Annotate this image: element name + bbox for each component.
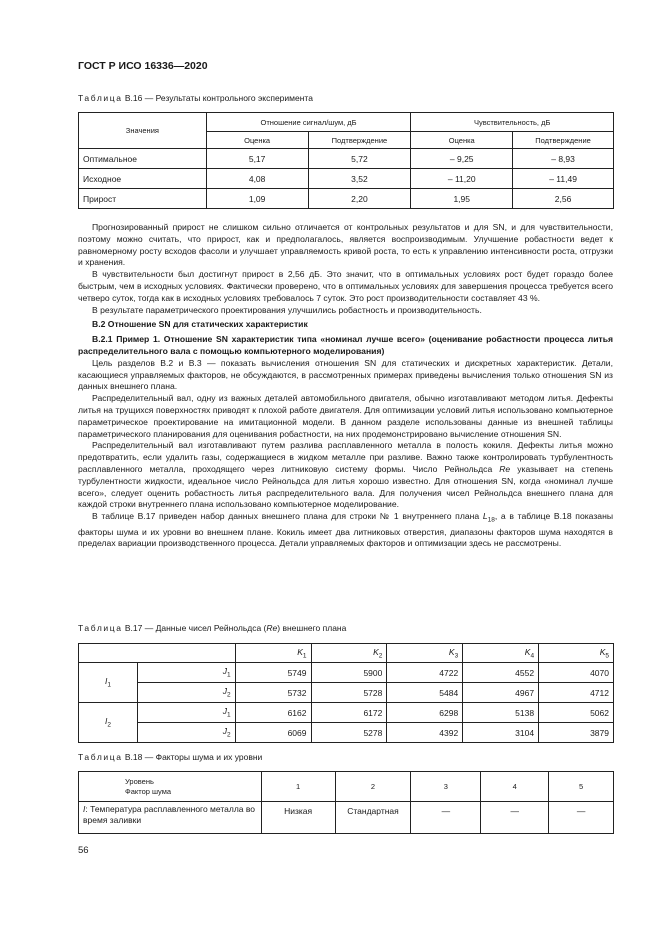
noise-factor-label: I: Температура расплавленного металла во время заливки: [79, 802, 262, 834]
cell: —: [411, 802, 481, 834]
cell: 3104: [463, 723, 539, 743]
cell: – 8,93: [513, 149, 614, 169]
corner-cell: [79, 644, 236, 663]
row-label-j1: $J_1$: [137, 663, 235, 683]
reynolds-symbol: Re: [266, 623, 278, 633]
col-header-k4: $K_4$: [463, 644, 539, 663]
table-b17-caption: [78, 623, 346, 633]
table-b16-caption: [78, 93, 313, 103]
cell: 3879: [539, 723, 614, 743]
section-heading-b2: В.2 Отношение SN для статических характеристик: [92, 319, 308, 330]
confirmation-header: Подтверждение: [308, 132, 411, 149]
sensitivity-header: Чувствительность, дБ: [411, 113, 614, 132]
text-span: В таблице В.17 приведен набор данных внешнего плана для строки № 1 внутреннего плана: [92, 511, 483, 522]
plan-subscript: 18: [487, 516, 495, 524]
estimate-header: Оценка: [206, 132, 308, 149]
table-row: [79, 149, 614, 169]
table-b16: [78, 112, 614, 209]
reynolds-symbol: Re: [499, 463, 511, 474]
cell: 6069: [235, 723, 311, 743]
cell: 2,20: [308, 189, 411, 209]
caption-text: В.17 — Данные чисел Рейнольдса (: [122, 623, 267, 633]
cell: 5484: [387, 683, 463, 703]
row-label: Исходное: [79, 169, 207, 189]
plan-symbol: L: [482, 511, 488, 522]
cell: 5,17: [206, 149, 308, 169]
row-label-j2: $J_2$: [137, 683, 235, 703]
row-label: Оптимальное: [79, 149, 207, 169]
cell: —: [481, 802, 549, 834]
text-span: Распределительный вал изготавливают путем разлива расплавленного металла в полость кокиля. Дефекты литья можно предотвратить, если удалить газы, содержащиеся в жидком металле при разливе. Важно также контролировать турбулентность расплавленного металла, проходящего через литниковую систему формы. Число Рейнольдса: [78, 440, 613, 474]
col-header-k2: $K_2$: [311, 644, 387, 663]
cell: 4392: [387, 723, 463, 743]
caption-text: В.18 — Факторы шума и их уровни: [122, 752, 263, 762]
cell: 4552: [463, 663, 539, 683]
table-row: [79, 663, 614, 683]
level-4-header: 4: [481, 772, 549, 802]
cell: —: [549, 802, 614, 834]
factor-header: Фактор шума: [125, 786, 172, 796]
paragraph: Прогнозированный прирост не слишком сильно отличается от контрольных результатов и для SN, и для чувствительности, поэтому можно считать, что прирост, как и предполагалось, является воспроизводимым. Улучшение робастности ведет к равномерному росту всходов фасоли и улучшает управляемость кривой роста, то есть к управлению интенсивности роста, отгрузки и хранения.: [78, 222, 613, 268]
cell: 5062: [539, 703, 614, 723]
confirmation-header: Подтверждение: [513, 132, 614, 149]
paragraph: В чувствительности был достигнут прирост в 2,56 дБ. Это значит, что в оптимальных условиях рост будет гораздо более быстрым, чем в исходных условиях. Фактически проверено, что в оптимальных условиях для завершения процесса требуется всего четверо суток, тогда как в исходных условиях требовалось 7 суток. Это рост производительности составляет 43 %.: [78, 269, 613, 303]
col-header-k5: $K_5$: [539, 644, 614, 663]
cell: Стандартная: [335, 802, 411, 834]
cell: 4712: [539, 683, 614, 703]
values-header: Значения: [79, 113, 207, 149]
cell: 6172: [311, 703, 387, 723]
paragraph: [78, 511, 613, 550]
text-span: , а в таблице В.18 показаны факторы шума и их уровни во внешнем плане. Кокиль имеет два литниковых отверстия, диапазоны факторов шума находятся в пределах вариации производственного процесса. Детали управляемых факторов и оптимизации здесь не рассмотрены.: [78, 511, 613, 549]
cell: 4,08: [206, 169, 308, 189]
sn-ratio-header: Отношение сигнал/шум, дБ: [206, 113, 411, 132]
cell: – 11,49: [513, 169, 614, 189]
row-group-i1: $I_1$: [79, 663, 138, 703]
cell: 5900: [311, 663, 387, 683]
row-label: Прирост: [79, 189, 207, 209]
cell: Низкая: [261, 802, 335, 834]
caption-text: В.16 — Результаты контрольного эксперимента: [122, 93, 313, 103]
cell: 4967: [463, 683, 539, 703]
level-1-header: 1: [261, 772, 335, 802]
cell: 2,56: [513, 189, 614, 209]
table-row: [79, 703, 614, 723]
row-group-i2: $I_2$: [79, 703, 138, 743]
cell: 5,72: [308, 149, 411, 169]
page-number: 56: [78, 845, 89, 856]
caption-word: Таблица: [78, 93, 123, 103]
level-header: Уровень: [125, 776, 154, 786]
section-heading-b21: В.2.1 Пример 1. Отношение SN характеристик типа «номинал лучше всего» (оценивание робастности процесса литья распределительного вала с помощью компьютерного моделирования): [78, 334, 613, 356]
table-b18-caption: [78, 752, 262, 762]
cell: 3,52: [308, 169, 411, 189]
paragraph: [78, 440, 613, 511]
cell: 6162: [235, 703, 311, 723]
caption-text: ) внешнего плана: [277, 623, 347, 633]
cell: 4070: [539, 663, 614, 683]
paragraph: Цель разделов В.2 и В.3 — показать вычисления отношения SN для статических и дискретных характеристик. Детали, касающиеся управляемых факторов, не обсуждаются, в рассмотренных примерах приведены вычисления только отношения SN из данных внешнего плана.: [78, 357, 613, 392]
paragraph: В результате параметрического проектирования улучшились робастность и производительность.: [92, 304, 482, 315]
table-row: [79, 802, 614, 834]
table-row: [79, 683, 614, 703]
document-header: ГОСТ Р ИСО 16336—2020: [78, 60, 208, 72]
level-factor-header: [79, 772, 262, 802]
text-span: указывает на степень турбулентности жидкости, идеальное число Рейнольдса для литья хорошо известно. Для отношения SN, когда «номинал лучше всего», следует оценить робастность литья распределительного вала. Для получения чисел Рейнольдса внешнего плана для каждой строки внутреннего плана использовано компьютерное моделирование.: [78, 463, 613, 510]
table-row: [79, 169, 614, 189]
cell: 1,95: [411, 189, 513, 209]
cell: 1,09: [206, 189, 308, 209]
level-2-header: 2: [335, 772, 411, 802]
table-b18: [78, 771, 614, 834]
cell: – 9,25: [411, 149, 513, 169]
paragraph: Распределительный вал, одну из важных деталей автомобильного двигателя, обычно изготавливают методом литья. Дефекты литья на трущихся поверхностях приводят к плохой работе двигателя. Для оптимизации условий литья использовано компьютерное параметрическое проектирование на имитационной модели. В данном разделе использованы данные из внешней таблицы параметрического планирования для оценивания робастности, на них продемонстрировано вычисление отношения SN.: [78, 393, 613, 439]
cell: 4722: [387, 663, 463, 683]
cell: 5749: [235, 663, 311, 683]
cell: – 11,20: [411, 169, 513, 189]
cell: 5728: [311, 683, 387, 703]
level-5-header: 5: [549, 772, 614, 802]
cell: 6298: [387, 703, 463, 723]
table-b17: [78, 643, 614, 743]
col-header-k3: $K_3$: [387, 644, 463, 663]
cell: 5732: [235, 683, 311, 703]
row-label-j2: $J_2$: [137, 723, 235, 743]
level-3-header: 3: [411, 772, 481, 802]
estimate-header: Оценка: [411, 132, 513, 149]
table-row: [79, 723, 614, 743]
caption-word: Таблица: [78, 623, 123, 633]
table-row: [79, 189, 614, 209]
cell: 5138: [463, 703, 539, 723]
cell: 5278: [311, 723, 387, 743]
col-header-k1: $K_1$: [235, 644, 311, 663]
caption-word: Таблица: [78, 752, 123, 762]
row-label-j1: $J_1$: [137, 703, 235, 723]
body-text: [78, 222, 613, 550]
